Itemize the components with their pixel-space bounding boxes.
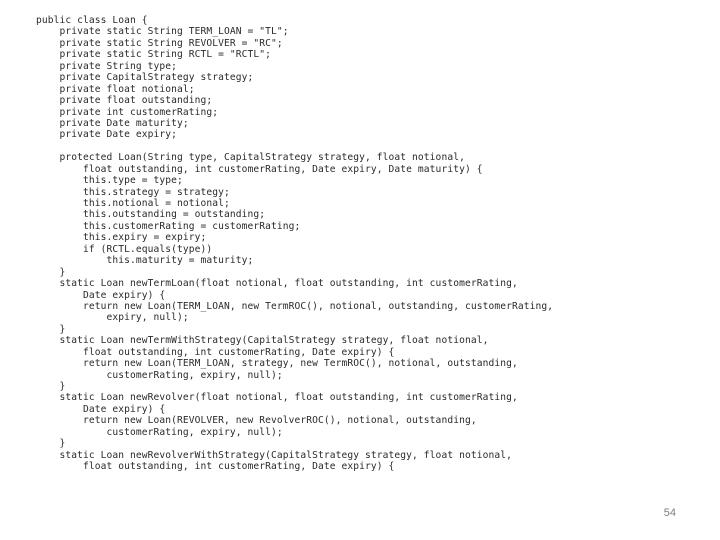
code-line: private float outstanding; xyxy=(36,95,213,107)
code-line: this.notional = notional; xyxy=(36,198,230,209)
code-line: this.strategy = strategy; xyxy=(36,186,230,198)
code-listing xyxy=(36,15,596,473)
code-line: return new Loan(TERM_LOAN, new TermROC(), notional, outstanding, customerRating, xyxy=(36,300,554,312)
code-line: customerRating, expiry, null); xyxy=(36,369,283,381)
code-line: static Loan newRevolverWithStrategy(CapitalStrategy strategy, float notional, xyxy=(36,449,512,461)
code-line: private String type; xyxy=(36,60,178,72)
code-line: this.customerRating = customerRating; xyxy=(36,220,301,232)
code-line: private static String REVOLVER = "RC"; xyxy=(36,37,283,49)
code-line: static Loan newRevolver(float notional, float outstanding, int customerRating, xyxy=(36,392,518,404)
code-line: expiry, null); xyxy=(36,312,189,324)
code-line: return new Loan(TERM_LOAN, strategy, new TermROC(), notional, outstanding, xyxy=(36,358,518,370)
code-line: this.expiry = expiry; xyxy=(36,232,207,244)
code-line: float outstanding, int customerRating, Date expiry, Date maturity) { xyxy=(36,163,483,175)
code-line: static Loan newTermWithStrategy(CapitalStrategy strategy, float notional, xyxy=(36,335,489,347)
code-line: float outstanding, int customerRating, Date expiry) { xyxy=(36,461,395,473)
code-line: protected Loan(String type, CapitalStrategy strategy, float notional, xyxy=(36,152,465,164)
code-line: private CapitalStrategy strategy; xyxy=(36,72,254,84)
code-line: private int customerRating; xyxy=(36,106,219,118)
code-line: } xyxy=(36,323,66,335)
code-line: } xyxy=(36,438,66,450)
code-line: } xyxy=(36,266,66,278)
page-number: 54 xyxy=(663,507,676,519)
code-line: customerRating, expiry, null); xyxy=(36,426,283,438)
code-line: Date expiry) { xyxy=(36,289,166,301)
code-line: private float notional; xyxy=(36,83,195,95)
code-line: float outstanding, int customerRating, Date expiry) { xyxy=(36,346,395,358)
code-line: private Date expiry; xyxy=(36,129,178,141)
code-line: this.maturity = maturity; xyxy=(36,255,254,267)
code-line: this.type = type; xyxy=(36,175,183,187)
code-line xyxy=(36,141,596,152)
code-line: private static String TERM_LOAN = "TL"; xyxy=(36,26,289,38)
code-line: static Loan newTermLoan(float notional, float outstanding, int customerRating, xyxy=(36,278,518,290)
code-line: this.outstanding = outstanding; xyxy=(36,209,266,221)
code-line: if (RCTL.equals(type)) xyxy=(36,243,213,255)
code-line: } xyxy=(36,381,66,392)
code-line: Date expiry) { xyxy=(36,403,166,415)
code-line: private static String RCTL = "RCTL"; xyxy=(36,49,272,61)
code-line: return new Loan(REVOLVER, new RevolverROC(), notional, outstanding, xyxy=(36,415,477,427)
code-line: private Date maturity; xyxy=(36,117,189,129)
code-line: public class Loan { xyxy=(36,15,148,26)
